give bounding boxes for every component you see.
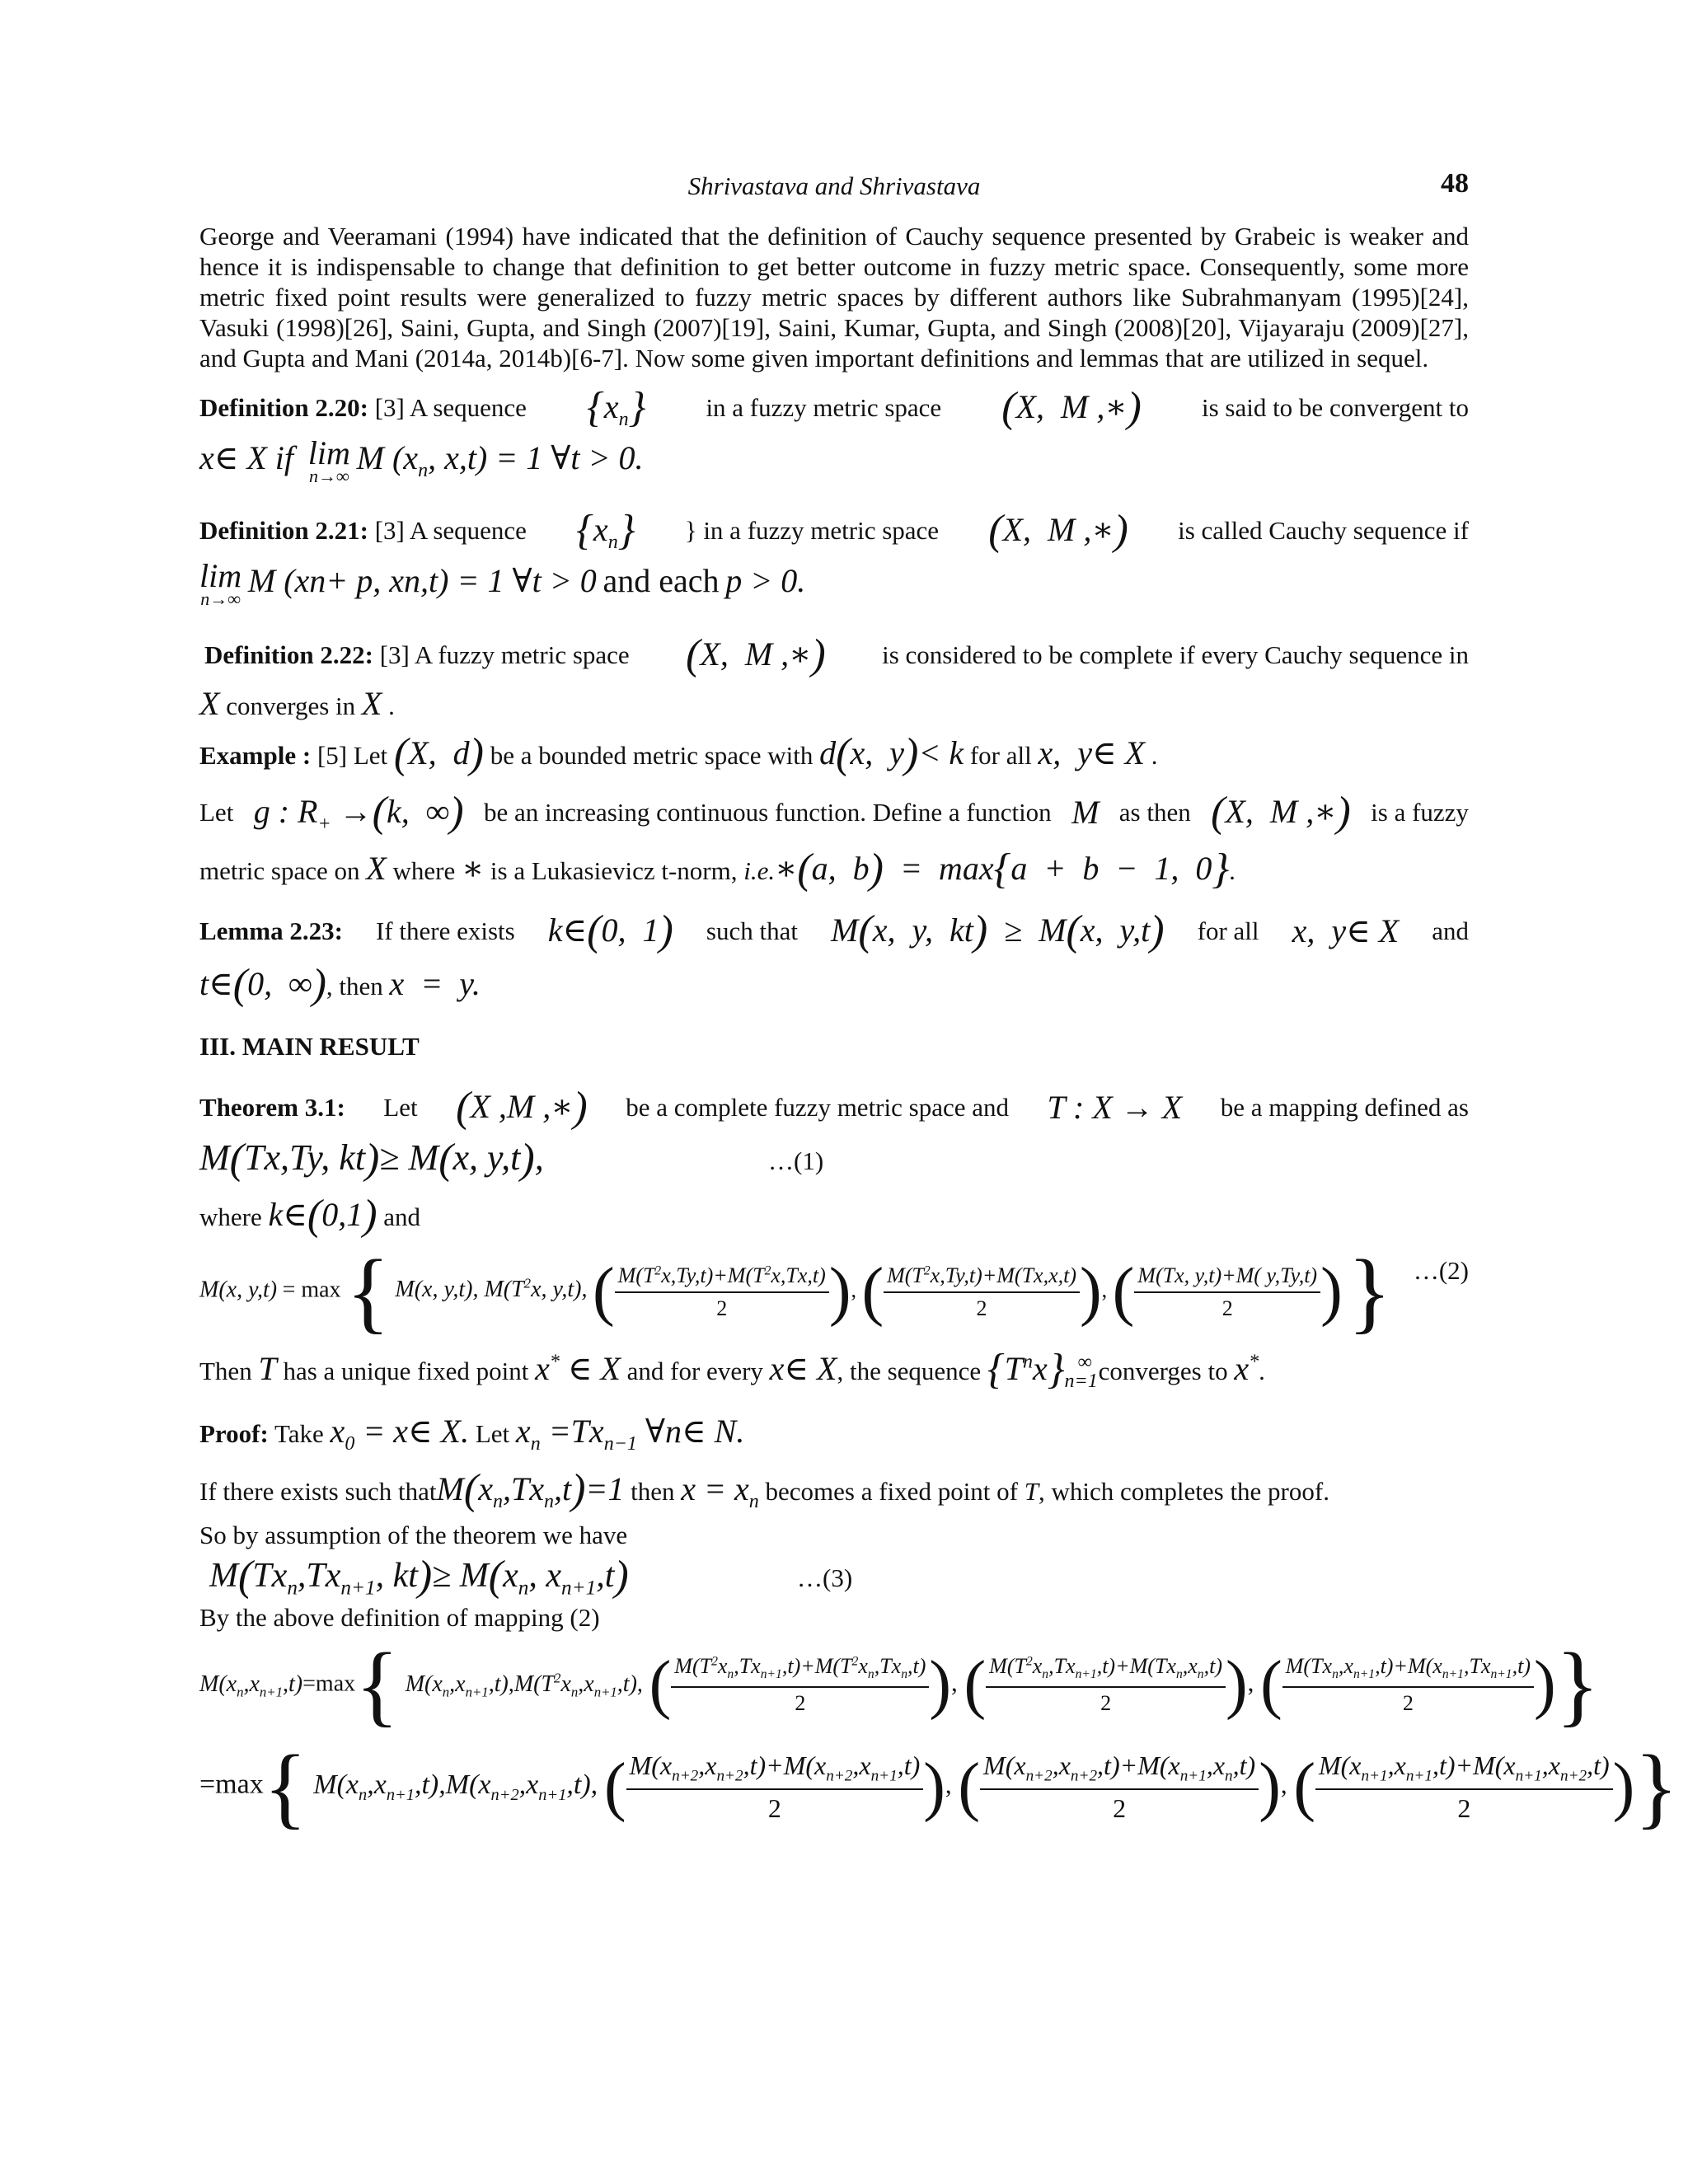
where-line: where k∈(0,1) and [199, 1192, 421, 1239]
definition-2-20: Definition 2.20: [3] A sequence $\{x_n\}$ in a fuzzy metric space (X, M ,∗) is said to be convergent to [199, 384, 1469, 431]
paper-page [199, 157, 1679, 1837]
section-title: III. MAIN RESULT [199, 1032, 420, 1061]
proof-line-3: So by assumption of the theorem we have [199, 1521, 628, 1549]
definition-2-21: Definition 2.21: [3] A sequence $\{x_n\}$ } in a fuzzy metric space (X, M ,∗) is called Cauchy sequence if [199, 507, 1469, 554]
equation-number: …(3) [797, 1563, 853, 1592]
equation-3: $M(Tx_n,Tx_{n+1}$, $kt)\ge M(x_n$, $x_{n+1},t$) …(3) [209, 1553, 853, 1600]
equation-number: …(2) [1413, 1256, 1469, 1285]
intro-paragraph: George and Veeramani (1994) have indicated that the definition of Cauchy sequence presented by Grabeic is weaker and hence it is indispensable to change that definition to get better outcome in fuzzy metric space. Consequently, some more metric fixed point results were generalized to fuzzy metric spaces by different authors like Subrahmanyam (1995)[24], Vasuki (1998)[26], Saini, Gupta, and Singh (2007)[19], Saini, Kumar, Gupta, and Singh (2008)[20], Vijayaraju (2009)[27], and Gupta and Mani (2014a, 2014b)[6-7]. Now some given important definitions and lemmas that are utilized in sequel. [199, 222, 1469, 373]
definition-2-20-formula: x∈ X if lim n→∞ M ($x_n$, x,t) = 1 ∀t > 0. [199, 434, 644, 486]
proof-line-2: If there exists such $thatM(x_n,Tx_n,t)=1$ then $x = x_n$ becomes a fixed point of T, which completes the proof. [199, 1466, 1329, 1513]
definition-2-22-cont: X converges in X . [199, 685, 395, 722]
definition-2-21-formula: lim n→∞ M (xn+ p, xn,t) = 1 ∀t > 0 and each p > 0. [199, 557, 806, 609]
lemma-2-23-cont: t∈(0, ∞), then x = y. [199, 961, 481, 1008]
equation-number: …(1) [768, 1146, 824, 1175]
definition-label: Definition 2.20: [199, 392, 368, 422]
equation-2: M(x, y,t) = max { M(x, y,t), $M(T^2x$, y,t), ( $\frac{M(T^2x,Ty,t)+M(T^2x,Tx,t)}{2}$ ), ( $\frac{M(T^2x,Ty,t)+M(Tx,x,t)}{2}$ ), ( $\frac{M(Tx, y,t)+M( y,Ty,t)}{2}$ ) } …(2) [199, 1241, 1469, 1342]
theorem-conclusion: Then T has a unique fixed point x* ∈ X and for every x∈ X, the sequence $\{T^nx\}_{n=1}^\infty$ converges to x*. [199, 1346, 1265, 1393]
example-line-2: Let g : $R_+ \to(k$, ∞) be an increasing continuous function. Define a function M as then (X, M ,∗) is a fuzzy [199, 789, 1469, 836]
theorem-3-1: Theorem 3.1: Let (X ,M ,∗) be a complete fuzzy metric space and T : X → X be a mapping defined as [199, 1084, 1469, 1131]
proof: Proof: Take $x_0$ = x∈ X. Let $x_n =Tx_{n-1}$ ∀n∈ N. [199, 1413, 745, 1455]
definition-2-22: Definition 2.22: [3] A fuzzy metric space (X, M ,∗) is considered to be complete if every Cauchy sequence in [204, 631, 1469, 678]
equation-5: =max{ $M(x_n,x_{n+1},t),M(x_{n+2},x_{n+1},t)$, ( $\frac{M(x_{n+2},x_{n+2},t)+M(x_{n+2},x_{n+1},t)}{2}$ ), ( $\frac{M(x_{n+2},x_{n+2},t)+M(x_{n+1},x_n,t)}{2}$ ), ( $\frac{M(x_{n+1},x_{n+1},t)+M(x_{n+1},x_{n+2},t)}{2}$ )} [199, 1736, 1679, 1837]
running-head: Shrivastava and Shrivastava [687, 171, 981, 200]
lemma-2-23: Lemma 2.23: If there exists k∈(0, 1) such that M(x, y, kt) ≥ M(x, y,t) for all x, y∈ X and [199, 907, 1469, 954]
page-header [199, 157, 1469, 206]
example-line-3: metric space on X where ∗ is a Lukasievicz t-norm, i.e.∗(a, b) = max{a + b − 1, 0}. [199, 846, 1236, 893]
equation-4: $M(x_n,x_{n+1},t)=\max${ $M(x_n,x_{n+1},t),M(T^2x_n,x_{n+1},t)$, ( $\frac{M(T^2x_n,Tx_{n+1},t)+M(T^2x_n,Tx_n,t)}{2}$ ), ( $\frac{M(T^2x_n,Tx_{n+1},t)+M(Tx_n,x_n,t)}{2}$ ), ( $\frac{M(Tx_n,x_{n+1},t)+M(x_{n+1},Tx_{n+1},t)}{2}$ )} [199, 1634, 1600, 1735]
example: Example : [5] Let (X, d) be a bounded metric space with d(x, y)< k for all x, y∈ X . [199, 730, 1158, 777]
equation-1: M(Tx,Ty, kt)≥ M(x, y,t), …(1) [199, 1136, 824, 1183]
page-number: 48 [1441, 168, 1469, 199]
proof-line-4: By the above definition of mapping (2) [199, 1603, 600, 1632]
